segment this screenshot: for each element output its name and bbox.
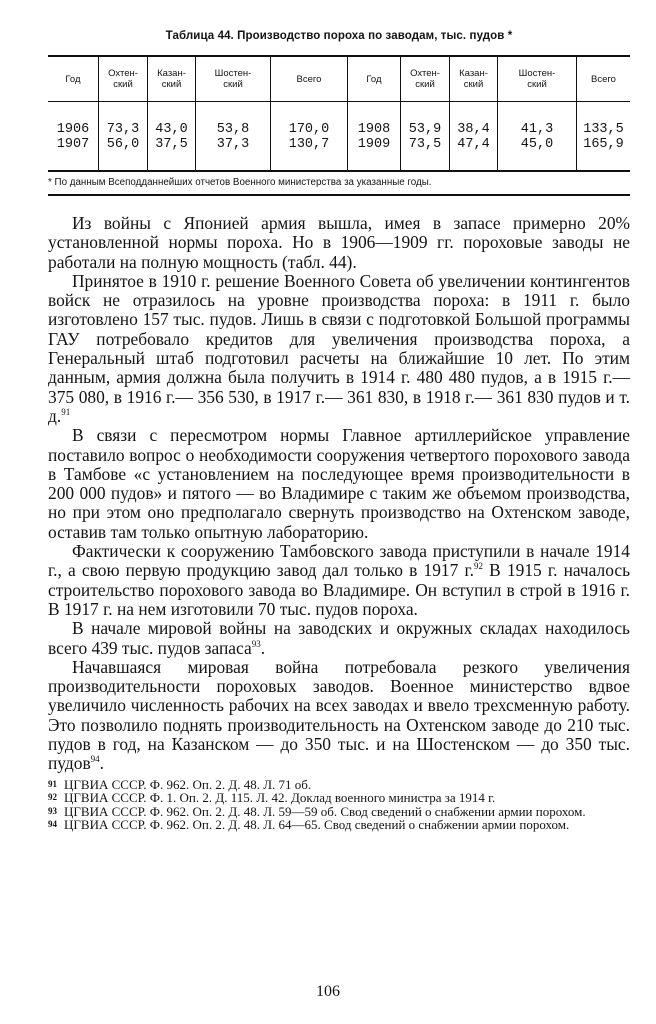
paragraph-text: В связи с пересмотром нормы Главное артиллерийское управление поставило вопрос о необходимости сооружения четвертого порохового завода в Тамбове «с установлением на последующее время производительности в 200 000 пудов» и пятого — во Владимире с таким же объемом производства, но при этом оно предполагало свернуть производство на Охтенском заводе, оставив там только опытную лабораторию. [48, 425, 630, 542]
page [48, 30, 630, 832]
paragraph [48, 214, 630, 272]
header-kazan: Казан- ский [450, 56, 498, 102]
footnote-text: ЦГВИА СССР. Ф. 962. Оп. 2. Д. 48. Л. 59—59 об. Свод сведений о снабжении армии порохом. [64, 803, 586, 819]
table-header-row [48, 56, 630, 102]
footnote-ref: 91 [61, 406, 71, 417]
table-cell: 47,4 [450, 137, 498, 171]
footnote-text: ЦГВИА СССР. Ф. 962. Оп. 2. Д. 48. Л. 64—65. Свод сведений о снабжении армии порохом. [64, 817, 570, 833]
paragraph [48, 542, 630, 619]
table-cell: 1906 [56, 122, 90, 137]
table-cell: 130,7 [271, 137, 348, 171]
table-cell: 37,5 [148, 137, 196, 171]
footnote-text: ЦГВИА СССР. Ф. 962. Оп. 2. Д. 48. Л. 71 об. [64, 776, 312, 792]
footnote-ref: 93 [251, 638, 261, 649]
table-cell: 1907 [56, 137, 90, 152]
table-row [48, 102, 630, 138]
table-cell: 170,0 [271, 102, 348, 138]
paragraph [48, 619, 630, 658]
table-cell: 38,4 [450, 102, 498, 138]
header-okhta: Охтен- ский [99, 56, 148, 102]
table-cell: 53,9 [401, 102, 450, 138]
footnote-number: 93 [48, 805, 57, 816]
table-cell: 1908 [348, 102, 401, 138]
footnote-text: ЦГВИА СССР. Ф. 1. Оп. 2. Д. 115. Л. 42. Доклад военного министра за 1914 г. [64, 790, 496, 806]
table-cell: 73,5 [401, 137, 450, 171]
footnote [48, 791, 630, 805]
footnote-number: 94 [48, 819, 57, 830]
header-year: Год [48, 56, 99, 102]
paragraph-text: Принятое в 1910 г. решение Военного Совета об увеличении контингентов войск не отразилось на уровне производства пороха: в 1911 г. было изготовлено 157 тыс. пудов. Лишь в связи с подготовкой Большой программы ГАУ потребовало кредитов для увеличения производства пороха, а Генеральный штаб подготовил расчеты на ближайшие 10 лет. По этим данным, армия должна была получить в 1914 г. 480 480 пудов, а в 1915 г.— 375 080, в 1916 г.— 356 530, в 1917 г.— 361 830, в 1918 г.— 361 830 пудов и т. д. [48, 270, 630, 426]
table-cell: 41,3 [498, 102, 577, 138]
paragraph [48, 426, 630, 542]
paragraph [48, 658, 630, 774]
paragraph [48, 272, 630, 426]
table-cell: 45,0 [498, 137, 577, 171]
header-total: Всего [577, 56, 631, 102]
table-cell: 37,3 [196, 137, 271, 171]
header-kazan: Казан- ский [148, 56, 196, 102]
table-cell: 133,5 [577, 102, 631, 138]
table-caption: Таблица 44. Производство пороха по заводам, тыс. пудов * [165, 30, 513, 42]
table-cell: 43,0 [148, 102, 196, 138]
footnote-number: 91 [48, 778, 57, 789]
table-cell: 53,8 [196, 102, 271, 138]
table-cell: 56,0 [99, 137, 148, 171]
footnote-number: 92 [48, 792, 57, 803]
page-number: 106 [316, 983, 340, 1000]
footnote [48, 805, 630, 819]
header-total: Всего [271, 56, 348, 102]
header-year: Год [348, 56, 401, 102]
body-text [48, 214, 630, 774]
paragraph-text: Из войны с Японией армия вышла, имея в запасе примерно 20% установленной нормы пороха. Но в 1906—1909 гг. пороховые заводы не работали на полную мощность (табл. 44). [48, 213, 630, 272]
header-okhta: Охтен- ский [401, 56, 450, 102]
paragraph-text: Начавшаяся мировая война потребовала резкого увеличения производительности пороховых заводов. Военное министерство вдвое увеличило численность рабочих на всех заводах и ввело трехсменную работу. Это позволило поднять производительность на Охтенском заводе до 210 тыс. пудов в год, на Казанском — до 350 тыс. и на Шостенском — до 350 тыс. пудов [48, 656, 630, 774]
footnotes [48, 778, 630, 832]
powder-production-table [48, 55, 630, 172]
table-cell: 1909 [348, 137, 401, 171]
paragraph-text: . [260, 637, 266, 658]
paragraph-text: Фактически к сооружению Тамбовского завода приступили в начале 1914 г., а свою первую продукцию завод дал только в 1917 г. [48, 541, 630, 581]
paragraph-text: В начале мировой войны на заводских и окружных складах находилось всего 439 тыс. пудов запаса [48, 618, 630, 658]
footnote-ref: 92 [474, 561, 483, 572]
table-cell: 73,3 [99, 102, 148, 138]
footnote [48, 778, 630, 792]
footnote-ref: 94 [90, 754, 100, 765]
paragraph-text: В 1915 г. началось строительство порохового завода во Владимире. Он вступил в строй в 1916 г. В 1917 г. на нем изготовили 70 тыс. пудов пороха. [48, 560, 631, 619]
table-note: * По данным Всеподданнейших отчетов Военного министерства за указанные годы. [48, 172, 630, 196]
header-shostka: Шостен- ский [196, 56, 271, 102]
paragraph-text: . [99, 753, 105, 774]
footnote [48, 818, 630, 832]
table-cell: 165,9 [577, 137, 631, 171]
header-shostka: Шостен- ский [498, 56, 577, 102]
table-row [48, 137, 630, 171]
